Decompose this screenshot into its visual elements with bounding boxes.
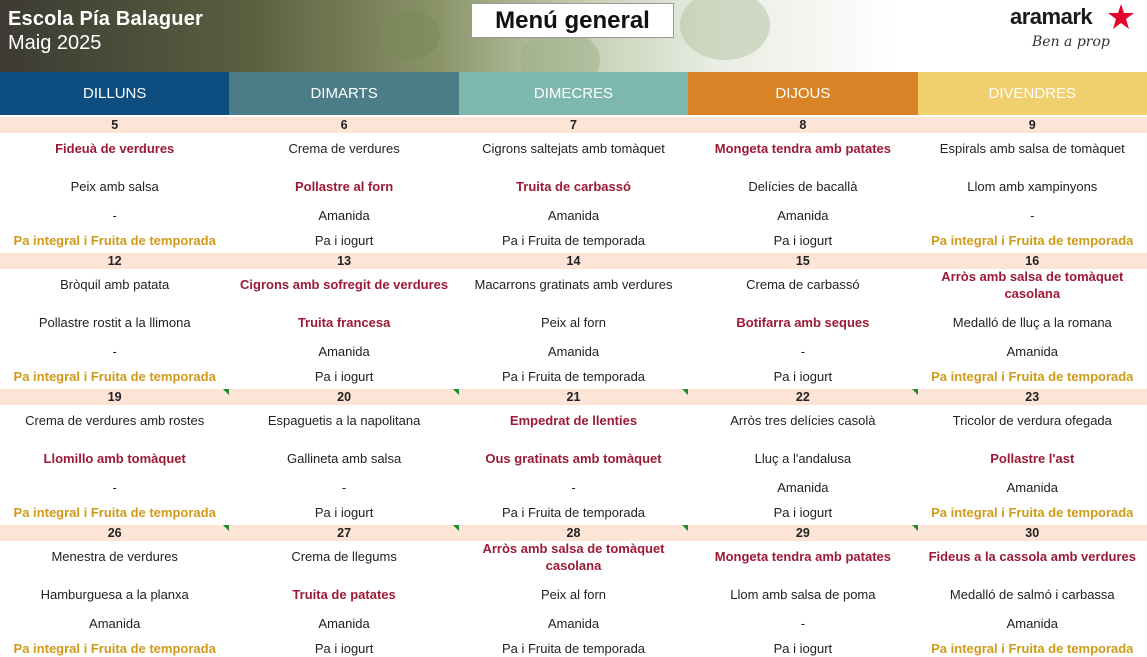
menu-second: Gallineta amb salsa — [287, 451, 402, 466]
day-menu — [918, 117, 1147, 248]
menu-second: Medalló de salmó i carbassa — [949, 587, 1115, 602]
day-menu — [918, 525, 1147, 656]
date-label: 22 — [795, 390, 810, 404]
date-label: 21 — [566, 390, 581, 404]
menu-second: Peix al forn — [540, 587, 607, 602]
menu-second: Botifarra amb seques — [736, 315, 870, 330]
date-label: 7 — [570, 118, 577, 132]
menu-first: Arròs tres delícies casolà — [730, 413, 876, 428]
date-label: 8 — [799, 118, 807, 132]
menu-first: Cigrons saltejats amb tomàquet — [482, 141, 665, 156]
menu-side: - — [800, 616, 806, 631]
menu-first: Menestra de verdures — [51, 549, 178, 564]
day-menu — [688, 253, 917, 384]
menu-dessert: Pa integral i Fruita de temporada — [13, 233, 216, 248]
menu-first: Crema de carbassó — [746, 277, 860, 292]
date-label: 19 — [107, 390, 122, 404]
menu-first: Fideus a la cassola amb verdures — [928, 549, 1136, 564]
menu-first: Crema de verdures amb rostes — [25, 413, 205, 428]
menu-first: Tricolor de verdura ofegada — [952, 413, 1112, 428]
menu-second: Truita francesa — [297, 315, 391, 330]
date-label: 28 — [566, 526, 581, 540]
menu-first: Crema de llegums — [291, 549, 397, 564]
day-menu — [0, 117, 229, 248]
menu-side: Amanida — [777, 208, 829, 223]
menu-dessert: Pa i Fruita de temporada — [501, 233, 646, 248]
date-label: 12 — [107, 254, 122, 268]
menu-second: Truita de patates — [292, 587, 396, 602]
day-menu — [918, 253, 1147, 384]
menu-side: Amanida — [777, 480, 829, 495]
menu-dessert: Pa i iogurt — [314, 641, 374, 656]
menu-dessert: Pa i iogurt — [773, 369, 833, 384]
menu-first: Cigrons amb sofregit de verdures — [240, 277, 449, 292]
menu-dessert: Pa integral i Fruita de temporada — [13, 641, 216, 656]
date-label: 20 — [337, 390, 352, 404]
menu-side: Amanida — [1006, 616, 1058, 631]
weekday-dimarts: DIMARTS — [229, 72, 458, 115]
date-label: 29 — [795, 526, 810, 540]
menu-dessert: Pa integral i Fruita de temporada — [931, 641, 1134, 656]
date-label: 14 — [566, 254, 581, 268]
menu-dessert: Pa i iogurt — [314, 233, 374, 248]
menu-dessert: Pa i iogurt — [773, 233, 833, 248]
menu-first: Mongeta tendra amb patates — [714, 549, 892, 564]
header-banner — [0, 0, 1147, 72]
menu-second: Llom amb xampinyons — [967, 179, 1098, 194]
menu-side: - — [1030, 208, 1035, 223]
weekday-dimecres: DIMECRES — [459, 72, 688, 115]
menu-second: Llom amb salsa de poma — [730, 587, 876, 602]
day-menu — [0, 525, 229, 656]
menu-side: - — [341, 480, 347, 495]
logo-tagline: Ben a prop — [1032, 34, 1110, 50]
background-leaf — [680, 0, 770, 60]
weekday-dijous: DIJOUS — [688, 72, 917, 115]
page-title: Menú general — [471, 3, 674, 38]
menu-second: Delícies de bacallà — [748, 179, 858, 194]
menu-side: Amanida — [89, 616, 141, 631]
menu-side: Amanida — [318, 344, 370, 359]
day-menu — [229, 117, 458, 248]
date-label: 27 — [337, 526, 352, 540]
date-label: 15 — [795, 254, 810, 268]
menu-side: Amanida — [318, 208, 370, 223]
menu-second: Llomillo amb tomàquet — [43, 451, 186, 466]
menu-second: Pollastre al forn — [294, 179, 394, 194]
weekday-header — [0, 72, 1147, 115]
menu-second: Peix al forn — [540, 315, 607, 330]
day-menu — [459, 389, 688, 520]
date-label: 23 — [1025, 390, 1040, 404]
menu-first: Mongeta tendra amb patates — [714, 141, 892, 156]
menu-first: Arròs amb salsa de tomàquet casolana — [482, 541, 665, 573]
menu-side: - — [112, 208, 117, 223]
menu-first: Macarrons gratinats amb verdures — [474, 277, 673, 292]
day-menu — [688, 525, 917, 656]
menu-side: Amanida — [1006, 344, 1058, 359]
menu-first: Arròs amb salsa de tomàquet casolana — [941, 269, 1124, 301]
menu-second: Medalló de lluç a la romana — [952, 315, 1112, 330]
date-label: 26 — [107, 526, 122, 540]
menu-first: Fideuà de verdures — [55, 141, 175, 156]
menu-second: Peix amb salsa — [70, 179, 159, 194]
day-menu — [688, 117, 917, 248]
logo-wordmark: aramark — [1010, 4, 1093, 29]
menu-first: Crema de verdures — [288, 141, 400, 156]
weekday-dilluns: DILLUNS — [0, 72, 229, 115]
day-menu — [0, 389, 229, 520]
day-menu — [229, 525, 458, 656]
menu-dessert: Pa i Fruita de temporada — [501, 369, 646, 384]
date-label: 30 — [1025, 526, 1040, 540]
menu-dessert: Pa i Fruita de temporada — [501, 641, 646, 656]
menu-dessert: Pa integral i Fruita de temporada — [13, 505, 216, 520]
menu-month: Maig 2025 — [8, 32, 102, 54]
date-label: 6 — [340, 118, 348, 132]
menu-side: - — [112, 344, 117, 359]
day-menu — [459, 525, 688, 656]
menu-first: Bròquil amb patata — [60, 277, 170, 292]
date-label: 13 — [337, 254, 352, 268]
menu-first: Empedrat de llenties — [509, 413, 638, 428]
menu-second: Hamburguesa a la planxa — [40, 587, 189, 602]
menu-second: Truita de carbassó — [516, 179, 631, 194]
menu-side: Amanida — [547, 616, 600, 631]
menu-second: Lluç a l'andalusa — [754, 451, 852, 466]
weekday-divendres: DIVENDRES — [918, 72, 1147, 115]
menu-dessert: Pa integral i Fruita de temporada — [931, 369, 1134, 384]
menu-side: - — [800, 344, 806, 359]
menu-dessert: Pa integral i Fruita de temporada — [931, 505, 1134, 520]
menu-second: Pollastre l'ast — [990, 451, 1075, 466]
menu-dessert: Pa i Fruita de temporada — [501, 505, 646, 520]
school-name: Escola Pía Balaguer — [8, 8, 204, 30]
date-label: 9 — [1028, 118, 1036, 132]
day-menu — [688, 389, 917, 520]
menu-side: - — [112, 480, 117, 495]
day-menu — [459, 117, 688, 248]
menu-side: - — [571, 480, 576, 495]
menu-dessert: Pa i iogurt — [773, 505, 833, 520]
menu-side: Amanida — [1006, 480, 1058, 495]
menu-first: Espaguetis a la napolitana — [267, 413, 421, 428]
menu-dessert: Pa i iogurt — [314, 369, 374, 384]
menu-side: Amanida — [547, 344, 600, 359]
star-icon — [1106, 2, 1136, 32]
date-label: 16 — [1025, 254, 1040, 268]
menu-second: Ous gratinats amb tomàquet — [485, 451, 662, 466]
day-menu — [459, 253, 688, 384]
aramark-logo — [1006, 4, 1141, 60]
menu-second: Pollastre rostit a la llimona — [38, 315, 191, 330]
menu-dessert: Pa integral i Fruita de temporada — [931, 233, 1134, 248]
background-leaf — [380, 10, 440, 60]
menu-dessert: Pa integral i Fruita de temporada — [13, 369, 216, 384]
day-menu — [229, 389, 458, 520]
day-menu — [0, 253, 229, 384]
menu-first: Espirals amb salsa de tomàquet — [939, 141, 1125, 156]
menu-side: Amanida — [547, 208, 600, 223]
date-label: 5 — [111, 118, 119, 132]
day-menu — [229, 253, 458, 384]
menu-dessert: Pa i iogurt — [314, 505, 374, 520]
menu-dessert: Pa i iogurt — [773, 641, 833, 656]
day-menu — [918, 389, 1147, 520]
menu-side: Amanida — [318, 616, 370, 631]
